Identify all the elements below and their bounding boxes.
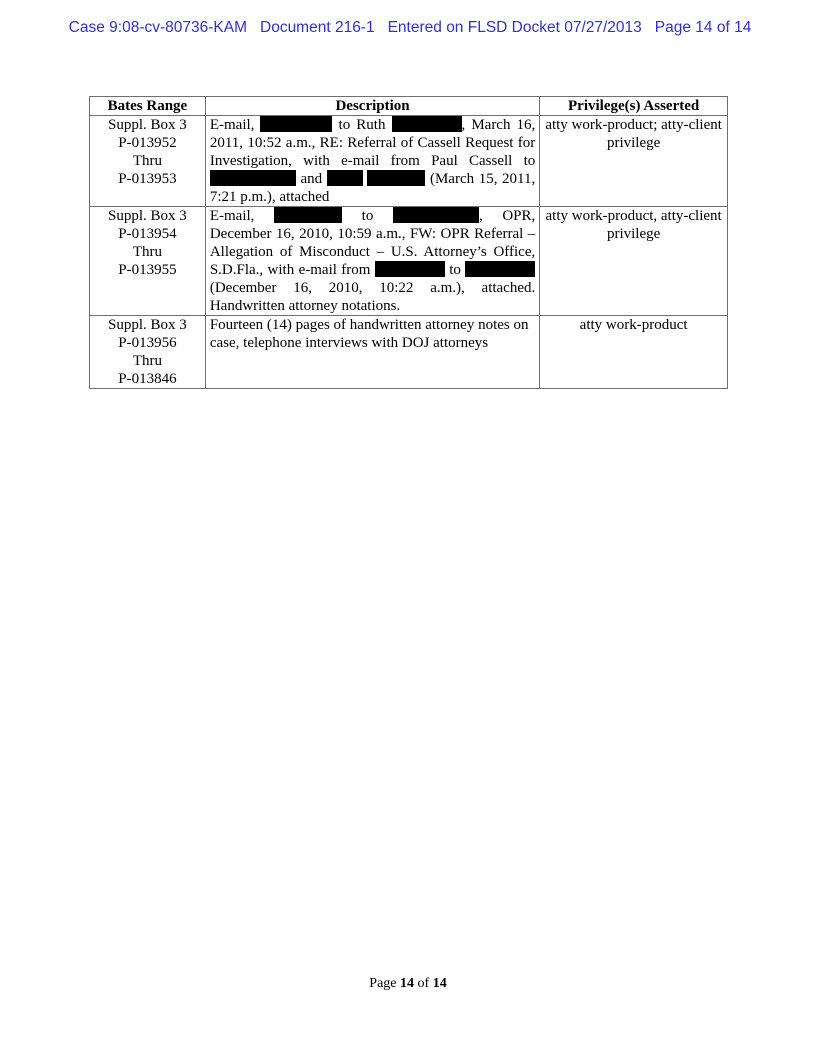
case-number: Case 9:08-cv-80736-KAM <box>68 19 247 36</box>
desc-text: (March 15, 2011, 7:21 p.m.), attached <box>209 171 536 205</box>
redaction-block <box>375 261 445 277</box>
bates-box: Suppl. Box 3 <box>108 317 187 333</box>
desc-text: , OPR, December 16, 2010, 10:59 a.m., FW: OPR Referral – Allegation of Misconduct – U.S. Attorney’s Office, S.D.Fla., with e-mail from <box>209 208 536 278</box>
redaction-block <box>392 116 462 132</box>
redaction-block <box>210 170 296 186</box>
bates-end: P-013953 <box>118 171 177 187</box>
table-row <box>90 116 728 207</box>
desc-text: (December 16, 2010, 10:22 a.m.), attached. Handwritten attorney notations. <box>209 280 536 314</box>
redaction-block <box>274 207 342 223</box>
bates-end: P-013955 <box>118 262 177 278</box>
desc-text: and <box>300 171 323 187</box>
privilege-log-table <box>89 96 728 389</box>
footer-page-word: Page <box>369 976 397 991</box>
table-header-row <box>90 97 728 116</box>
bates-thru: Thru <box>132 353 162 369</box>
entered-date: Entered on FLSD Docket 07/27/2013 <box>387 19 642 36</box>
description-cell <box>205 207 539 316</box>
page-indicator: Page 14 of 14 <box>654 19 752 36</box>
document-number: Document 216-1 <box>260 19 375 36</box>
redaction-block <box>327 170 363 186</box>
bates-start: P-013954 <box>118 226 177 242</box>
footer-of-word: of <box>417 976 430 991</box>
table-row <box>90 316 728 389</box>
bates-thru: Thru <box>132 153 162 169</box>
desc-text: E-mail, <box>209 208 255 224</box>
redaction-block <box>367 170 425 186</box>
redaction-block <box>465 261 535 277</box>
column-header-description: Description <box>205 97 539 116</box>
bates-box: Suppl. Box 3 <box>108 117 187 133</box>
bates-start: P-013952 <box>118 135 177 151</box>
redaction-block <box>393 207 479 223</box>
desc-text: , March 16, 2011, 10:52 a.m., RE: Referral of Cassell Request for Investigation, with e-mail from Paul Cassell to <box>209 117 536 169</box>
privilege-cell: atty work-product, atty-client privilege <box>540 207 728 316</box>
table-row <box>90 207 728 316</box>
footer-page-total: 14 <box>432 976 447 991</box>
bates-range-cell <box>90 116 206 207</box>
docket-header <box>40 19 780 36</box>
column-header-bates: Bates Range <box>90 97 206 116</box>
bates-range-cell <box>90 316 206 389</box>
desc-text: to <box>361 208 374 224</box>
bates-thru: Thru <box>132 244 162 260</box>
bates-start: P-013956 <box>118 335 177 351</box>
description-cell <box>205 116 539 207</box>
desc-text: E-mail, <box>209 117 255 133</box>
bates-range-cell <box>90 207 206 316</box>
desc-text: to <box>449 262 461 278</box>
footer-page-number: 14 <box>400 976 415 991</box>
page-footer <box>0 976 816 992</box>
column-header-privilege: Privilege(s) Asserted <box>540 97 728 116</box>
desc-text: to Ruth <box>338 117 386 133</box>
redaction-block <box>260 116 332 132</box>
bates-box: Suppl. Box 3 <box>108 208 187 224</box>
description-cell: Fourteen (14) pages of handwritten attorney notes on case, telephone interviews with DOJ attorneys <box>205 316 539 389</box>
bates-end: P-013846 <box>118 371 177 387</box>
privilege-cell: atty work-product <box>540 316 728 389</box>
privilege-cell: atty work-product; atty-client privilege <box>540 116 728 207</box>
